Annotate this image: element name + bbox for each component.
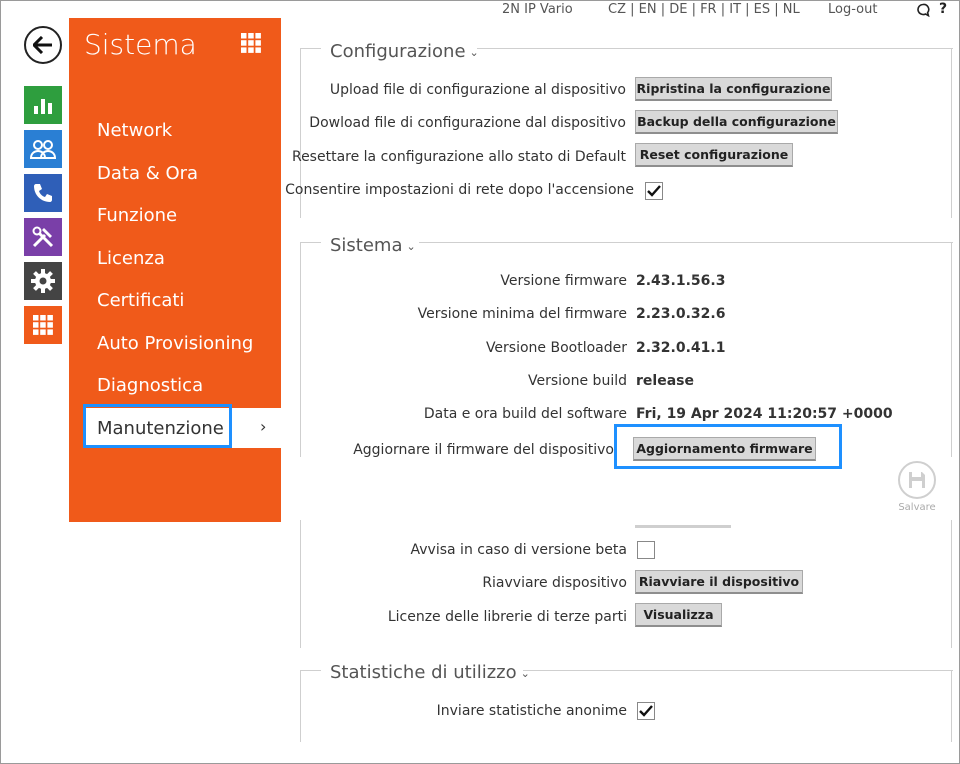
network-after-boot-label: Consentire impostazioni di rete dopo l'accensione: [285, 182, 634, 198]
sidebar-item-data-ora[interactable]: Data & Ora: [97, 163, 199, 184]
phone-icon: [31, 181, 55, 205]
check-icon: [647, 185, 661, 197]
bar-chart-icon: [31, 93, 55, 117]
bootloader-value: 2.32.0.41.1: [636, 340, 726, 356]
build-version-value: release: [636, 373, 694, 389]
build-date-label: Data e ora build del software: [423, 406, 627, 422]
beta-warning-checkbox[interactable]: [637, 541, 655, 559]
sidebar-item-funzione[interactable]: Funzione: [97, 205, 178, 226]
sidebar-item-diagnostica[interactable]: Diagnostica: [97, 375, 204, 396]
view-licenses-button[interactable]: Visualizza: [635, 603, 722, 627]
rail-system[interactable]: [24, 306, 62, 344]
restore-config-button[interactable]: Ripristina la configurazione: [635, 77, 832, 101]
chevron-down-icon: ⌄: [406, 239, 416, 253]
arrow-left-icon: [33, 36, 53, 54]
save-label: Salvare: [898, 502, 936, 513]
logout-link[interactable]: Log-out: [828, 2, 878, 17]
bootloader-label: Versione Bootloader: [485, 340, 627, 356]
chevron-down-icon: ⌄: [520, 666, 530, 680]
reset-config-label: Resettare la configurazione allo stato di Default: [291, 149, 626, 165]
sidebar-item-licenza[interactable]: Licenza: [97, 248, 165, 269]
sidebar-item-auto-provisioning[interactable]: Auto Provisioning: [97, 333, 254, 354]
users-icon: [29, 137, 57, 161]
min-firmware-label: Versione minima del firmware: [417, 306, 627, 322]
min-firmware-value: 2.23.0.32.6: [636, 306, 726, 322]
gear-icon: [30, 268, 56, 294]
third-party-licenses-label: Licenze delle librerie di terze parti: [387, 609, 627, 625]
anonymous-stats-checkbox[interactable]: [637, 702, 655, 720]
sidebar-item-network[interactable]: Network: [97, 120, 173, 141]
device-name: 2N IP Vario: [502, 2, 573, 17]
section-title-configurazione[interactable]: Configurazione ⌄: [330, 41, 479, 62]
section-title-statistiche[interactable]: Statistiche di utilizzo ⌄: [330, 662, 530, 683]
sidebar-title: Sistema: [84, 28, 197, 61]
grid-icon[interactable]: [240, 32, 262, 58]
anonymous-stats-label: Inviare statistiche anonime: [436, 703, 627, 719]
tools-icon: [30, 224, 56, 250]
rail-status[interactable]: [24, 86, 62, 124]
build-date-value: Fri, 19 Apr 2024 11:20:57 +0000: [636, 406, 893, 422]
sidebar-item-label: Manutenzione: [97, 418, 224, 439]
chevron-down-icon: ⌄: [469, 45, 479, 59]
section-title-sistema[interactable]: Sistema ⌄: [330, 235, 416, 256]
floppy-disk-icon: [908, 471, 926, 489]
restart-device-label: Riavviare dispositivo: [482, 575, 627, 591]
check-icon: [639, 705, 653, 717]
firmware-version-label: Versione firmware: [500, 273, 627, 289]
restart-device-button[interactable]: Riavviare il dispositivo: [635, 570, 803, 594]
sidebar: [69, 18, 281, 522]
back-button[interactable]: [24, 26, 62, 64]
language-selector[interactable]: CZ | EN | DE | FR | IT | ES | NL: [608, 2, 800, 17]
build-version-label: Versione build: [528, 373, 627, 389]
rail-directory[interactable]: [24, 130, 62, 168]
sidebar-item-manutenzione[interactable]: [84, 408, 281, 448]
upload-config-label: Upload file di configurazione al dispositivo: [329, 82, 626, 98]
firmware-update-button[interactable]: Aggiornamento firmware: [633, 437, 816, 461]
sidebar-item-certificati[interactable]: Certificati: [97, 290, 185, 311]
grid-icon: [32, 314, 54, 336]
save-button[interactable]: [895, 461, 939, 513]
chevron-right-icon: ›: [260, 417, 267, 436]
firmware-update-label: Aggiornare il firmware del dispositivo: [353, 442, 614, 458]
beta-warning-label: Avvisa in caso di versione beta: [410, 542, 627, 558]
rail-calls[interactable]: [24, 174, 62, 212]
backup-config-button[interactable]: Backup della configurazione: [635, 110, 838, 134]
reset-config-button[interactable]: Reset configurazione: [635, 143, 793, 167]
network-after-boot-checkbox[interactable]: [645, 182, 663, 200]
chat-icon[interactable]: [916, 3, 930, 21]
rail-services[interactable]: [24, 262, 62, 300]
help-icon[interactable]: ?: [939, 1, 948, 17]
firmware-version-value: 2.43.1.56.3: [636, 273, 726, 289]
download-config-label: Dowload file di configurazione dal dispositivo: [309, 115, 626, 131]
rail-hardware[interactable]: [24, 218, 62, 256]
